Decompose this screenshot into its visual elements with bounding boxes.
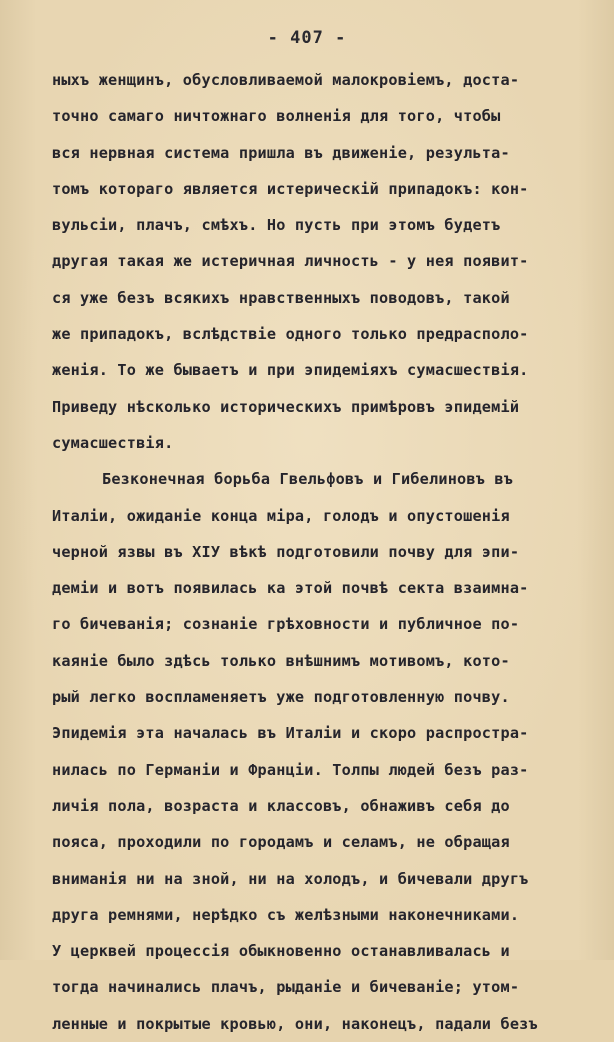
body-text	[52, 62, 608, 1042]
text-line: У церквей процессія обыкновенно останавливалась и	[52, 942, 510, 961]
text-line: женія. То же бываетъ и при эпидеміяхъ сумасшествія.	[52, 361, 529, 380]
text-line: ныхъ женщинъ, обусловливаемой малокровіемъ, доста-	[52, 71, 520, 89]
text-line: ся уже безъ всякихъ нравственныхъ поводовъ, такой	[52, 288, 510, 307]
text-line: вульсіи, плачъ, смѣхъ. Но пусть при этомъ будетъ	[52, 216, 501, 235]
text-line: томъ котораго является истерическій припадокъ: кон-	[52, 179, 529, 198]
text-line: Эпидемія эта началась въ Италіи и скоро распростра-	[52, 724, 529, 743]
text-line: точно самаго ничтожнаго волненія для того, чтобы	[52, 107, 501, 126]
text-line: Безконечная борьба Гвельфовъ и Гибелиновъ въ	[102, 470, 514, 489]
text-line: Приведу нѣсколько историческихъ примѣровъ эпидемій	[52, 397, 520, 416]
text-line: рый легко воспламеняетъ уже подготовленную почву.	[52, 688, 510, 707]
text-line: нилась по Германіи и Франціи. Толпы людей безъ раз-	[52, 760, 529, 779]
text-line: Италіи, ожиданіе конца міра, голодъ и опустошенія	[52, 506, 510, 525]
text-line: вниманія ни на зной, ни на холодъ, и бичевали другъ	[52, 869, 529, 888]
text-line: черной язвы въ XIУ вѣкѣ подготовили почву для эпи-	[52, 542, 520, 561]
text-line: го бичеванія; сознаніе грѣховности и публичное по-	[52, 615, 520, 634]
text-line: личія пола, возраста и классовъ, обнаживъ себя до	[52, 796, 510, 815]
text-line: друга ремнями, нерѣдко съ желѣзными наконечниками.	[52, 905, 520, 924]
text-line: тогда начинались плачъ, рыданіе и бичеваніе; утом-	[52, 978, 520, 997]
text-line: сумасшествія.	[52, 433, 174, 452]
text-line: ленные и покрытые кровью, они, наконецъ, падали безъ	[52, 1014, 538, 1033]
text-line: же припадокъ, вслѣдствіе одного только предрасполо-	[52, 325, 529, 344]
text-line: вся нервная система пришла въ движеніе, результа-	[52, 143, 510, 162]
text-line: пояса, проходили по городамъ и селамъ, не обращая	[52, 833, 510, 852]
text-line: каяніе было здѣсь только внѣшнимъ мотивомъ, кото-	[52, 651, 510, 670]
text-line: деміи и вотъ появилась ка этой почвѣ секта взаимна-	[52, 579, 529, 598]
text-line: другая такая же истеричная личность - у нея появит-	[52, 252, 529, 271]
page-number: - 407 -	[267, 28, 347, 48]
